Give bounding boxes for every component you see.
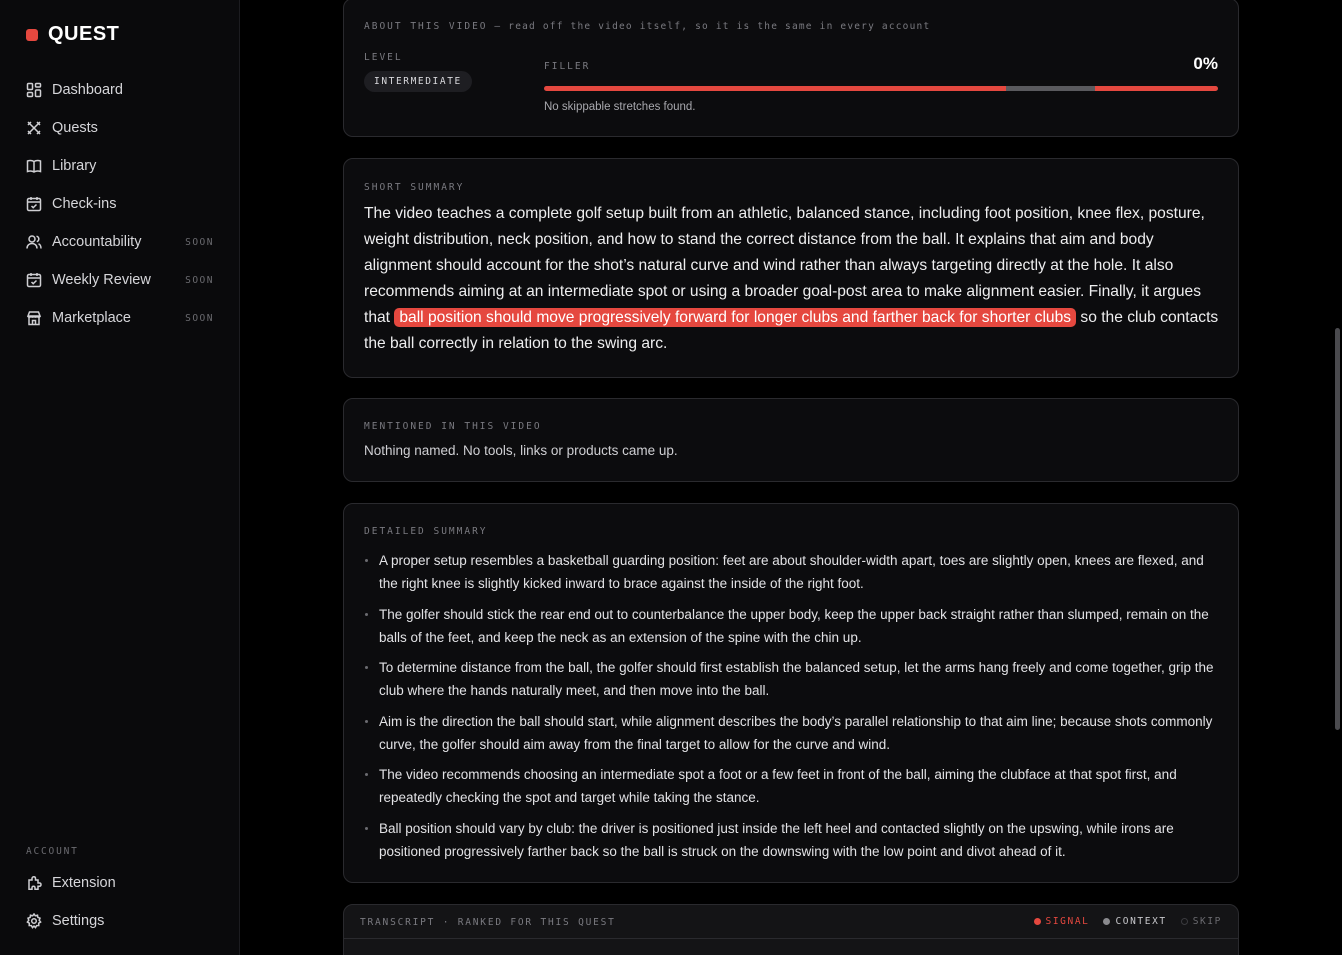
about-heading-title: ABOUT THIS VIDEO [364, 21, 488, 32]
sidebar-item-label: Weekly Review [52, 272, 151, 288]
sidebar-item-check-ins[interactable] [0, 185, 240, 223]
legend-skip-label: SKIP [1192, 916, 1222, 927]
extension-icon [26, 875, 42, 891]
marketplace-icon [26, 310, 42, 326]
filler-percentage: 0% [1193, 54, 1218, 73]
sidebar-item-library[interactable] [0, 147, 240, 185]
about-heading-note: — read off the video itself, so it is the same in every account [487, 21, 931, 32]
sidebar [0, 0, 240, 955]
transcript-card [343, 904, 1239, 955]
scrollbar[interactable] [1335, 328, 1340, 730]
mentioned-card [343, 398, 1239, 482]
summary-highlight[interactable]: ball position should move progressively forward for longer clubs and farther back for shorter clubs [394, 308, 1076, 327]
filler-label: FILLER [544, 61, 591, 72]
main-content [240, 0, 1342, 955]
sidebar-item-label: Accountability [52, 234, 142, 250]
weekly-review-icon [26, 272, 42, 288]
sidebar-item-label: Check-ins [52, 196, 117, 212]
context-dot-icon [1103, 918, 1110, 925]
sidebar-item-label: Quests [52, 120, 98, 136]
about-heading [364, 21, 930, 32]
sidebar-item-settings[interactable] [0, 902, 240, 940]
sidebar-item-label: Settings [52, 913, 105, 929]
sidebar-item-extension[interactable] [0, 864, 240, 902]
accountability-icon [26, 234, 42, 250]
level-badge: INTERMEDIATE [364, 71, 472, 92]
sidebar-item-quests[interactable] [0, 109, 240, 147]
library-icon [26, 158, 42, 174]
legend-signal-label: SIGNAL [1045, 916, 1090, 927]
filler-segment [1006, 86, 1095, 91]
legend-context[interactable] [1103, 916, 1166, 927]
check-ins-icon [26, 196, 42, 212]
level-label: LEVEL [364, 52, 403, 63]
transcript-legend [1034, 916, 1222, 927]
short-summary-heading: SHORT SUMMARY [364, 182, 465, 193]
legend-skip[interactable] [1181, 916, 1222, 927]
mentioned-text: Nothing named. No tools, links or products came up. [364, 443, 678, 458]
summary-text-start: The video teaches a complete golf setup built from an athletic, balanced stance, including foot position, knee flex, posture, weight distribution, neck position, and how to stand the correct distance from the ball. It explains that aim and body alignment should account for the shot’s natural curve and wind rather than always targeting directly at the hole. It also recommends aiming at an intermediate spot or using a broader goal-post area to make alignment easier. Finally, it argues that [364, 205, 1205, 326]
signal-dot-icon [1034, 918, 1041, 925]
skip-dot-icon [1181, 918, 1188, 925]
sidebar-item-label: Library [52, 158, 97, 174]
quests-icon [26, 120, 42, 136]
transcript-heading: TRANSCRIPT · RANKED FOR THIS QUEST [360, 917, 616, 928]
sidebar-item-marketplace[interactable] [0, 299, 240, 337]
soon-badge: SOON [185, 274, 214, 286]
sidebar-item-weekly-review[interactable] [0, 261, 240, 299]
filler-note: No skippable stretches found. [544, 101, 696, 113]
main-nav [0, 71, 240, 337]
list-item: Aim is the direction the ball should start, while alignment describes the body’s parallel relationship to that aim line; because shots commonly curve, the golfer should aim away from the final target to allow for the curve and wind. [364, 710, 1224, 756]
legend-context-label: CONTEXT [1115, 916, 1167, 927]
logo-mark-icon [26, 29, 38, 41]
transcript-header [344, 905, 1238, 939]
filler-bar [544, 86, 1218, 91]
sidebar-item-dashboard[interactable] [0, 71, 240, 109]
app-name: QUEST [48, 23, 120, 45]
sidebar-item-label: Extension [52, 875, 116, 891]
short-summary-card [343, 158, 1239, 378]
summary-text-end: so the club contacts the ball correctly in relation to the swing arc. [364, 309, 1219, 352]
about-video-card [343, 0, 1239, 137]
account-nav [0, 864, 240, 940]
detailed-summary-heading: DETAILED SUMMARY [364, 526, 488, 537]
sidebar-item-accountability[interactable] [0, 223, 240, 261]
detailed-summary-card [343, 503, 1239, 883]
soon-badge: SOON [185, 236, 214, 248]
settings-icon [26, 913, 42, 929]
sidebar-item-label: Dashboard [52, 82, 123, 98]
soon-badge: SOON [185, 312, 214, 324]
list-item: The golfer should stick the rear end out to counterbalance the upper body, keep the upper back straight rather than slumped, remain on the balls of the feet, and keep the neck as an extension of the spine with the chin up. [364, 603, 1224, 649]
account-heading: ACCOUNT [26, 846, 79, 857]
detailed-summary-list [364, 549, 1224, 870]
list-item: The video recommends choosing an intermediate spot a foot or a few feet in front of the ball, aiming the clubface at that spot first, and repeatedly checking the spot and target while taking the stance. [364, 763, 1224, 809]
app-logo[interactable] [26, 23, 119, 46]
short-summary-text [364, 201, 1224, 357]
legend-signal[interactable] [1034, 916, 1090, 927]
mentioned-heading: MENTIONED IN THIS VIDEO [364, 421, 542, 432]
list-item: To determine distance from the ball, the golfer should first establish the balanced setup, let the arms hang freely and come together, grip the club where the hands naturally meet, and then move into the ball. [364, 656, 1224, 702]
list-item: A proper setup resembles a basketball guarding position: feet are about shoulder-width apart, toes are slightly open, knees are flexed, and the right knee is slightly kicked inward to brace against the inside of the right foot. [364, 549, 1224, 595]
dashboard-icon [26, 82, 42, 98]
sidebar-item-label: Marketplace [52, 310, 131, 326]
list-item: Ball position should vary by club: the driver is positioned just inside the left heel and contacted slightly on the upswing, while irons are positioned progressively farther back so the ball is struck on the downswing with the low point and divot ahead of it. [364, 817, 1224, 863]
